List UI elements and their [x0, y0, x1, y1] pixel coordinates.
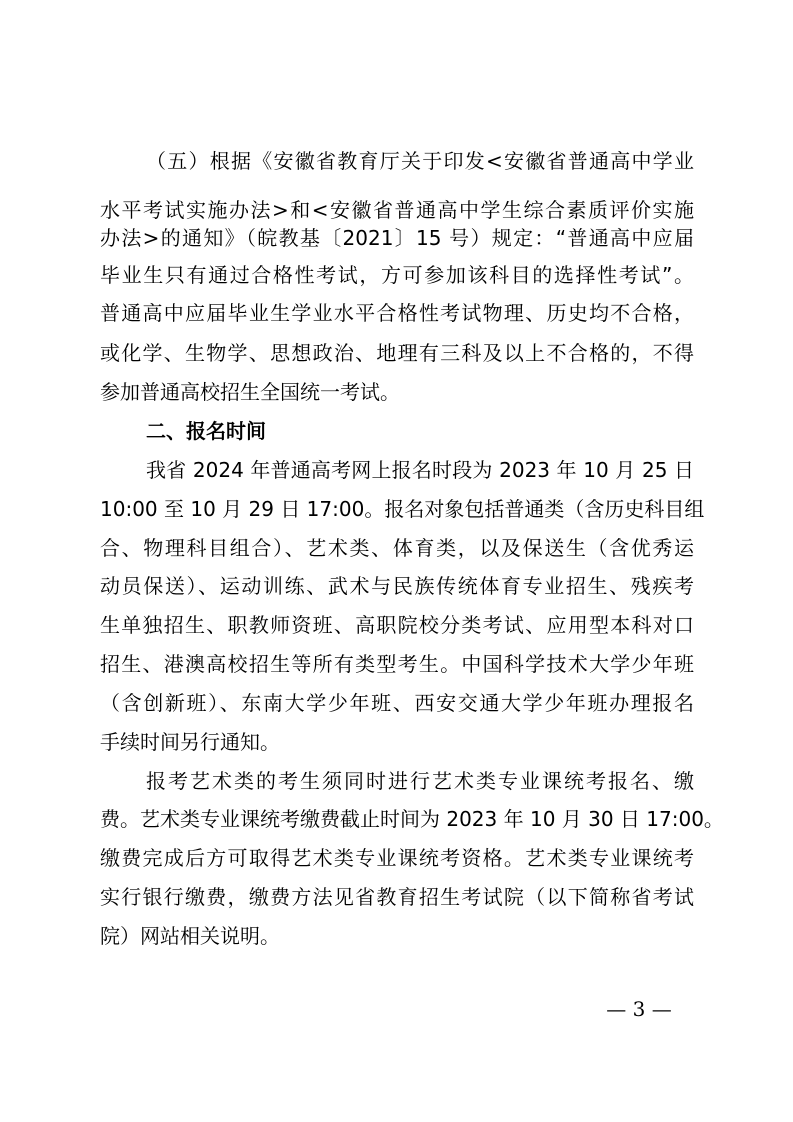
paragraph-line: 手续时间另行通知。	[100, 730, 280, 754]
paragraph-line: 或化学、生物学、思想政治、地理有三科及以上不合格的，不得	[100, 341, 694, 365]
paragraph-line: 普通高中应届毕业生学业水平合格性考试物理、历史均不合格，	[100, 301, 694, 325]
page-number: — 3 —	[606, 997, 672, 1021]
paragraph-line: 招生、港澳高校招生等所有类型考生。中国科学技术大学少年班	[100, 652, 694, 676]
paragraph-line: 参加普通高校招生全国统一考试。	[100, 380, 400, 404]
paragraph-line: 办法>的通知》（皖教基〔2021〕15 号）规定：“普通高中应届	[100, 226, 694, 250]
paragraph-line: 动员保送）、运动训练、武术与民族传统体育专业招生、残疾考	[100, 574, 694, 598]
paragraph-line: 毕业生只有通过合格性考试，方可参加该科目的选择性考试”。	[100, 263, 694, 287]
paragraph-line: 费。艺术类专业课统考缴费截止时间为 2023 年 10 月 30 日 17:00。	[100, 807, 724, 831]
paragraph-line: （含创新班）、东南大学少年班、西安交通大学少年班办理报名	[100, 691, 694, 715]
paragraph-line: 缴费完成后方可取得艺术类专业课统考资格。艺术类专业课统考	[100, 846, 694, 870]
paragraph-line: 生单独招生、职教师资班、高职院校分类考试、应用型本科对口	[100, 613, 694, 637]
paragraph-line: 院）网站相关说明。	[100, 924, 280, 948]
paragraph-line: 我省 2024 年普通高考网上报名时段为 2023 年 10 月 25 日	[146, 458, 694, 482]
paragraph-line: 10:00 至 10 月 29 日 17:00。报名对象包括普通类（含历史科目组	[100, 497, 705, 521]
paragraph-line: 合、物理科目组合）、艺术类、体育类，以及保送生（含优秀运	[100, 536, 694, 560]
paragraph-line: 报考艺术类的考生须同时进行艺术类专业课统考报名、缴	[146, 769, 694, 793]
paragraph-line: 水平考试实施办法>和<安徽省普通高中学生综合素质评价实施	[100, 198, 694, 222]
section-heading: 二、报名时间	[146, 419, 266, 443]
paragraph-line: 实行银行缴费，缴费方法见省教育招生考试院（以下简称省考试	[100, 885, 694, 909]
paragraph-line: （五）根据《安徽省教育厅关于印发<安徽省普通高中学业	[146, 149, 694, 173]
